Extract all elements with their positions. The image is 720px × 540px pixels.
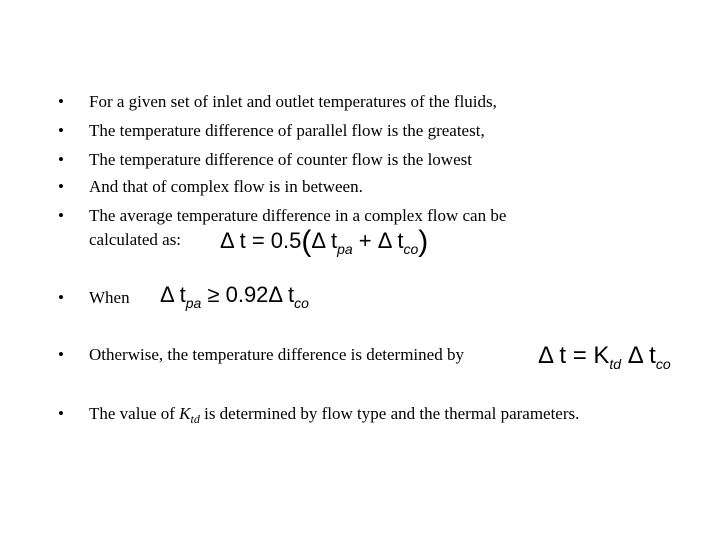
bullet-text-1: For a given set of inlet and outlet temperatures of the fluids, <box>89 92 497 111</box>
formula-average-sub-pa: pa <box>337 241 353 257</box>
formula-average-plus: + Δ t <box>352 228 404 253</box>
formula-condition-sub-co: co <box>294 295 309 311</box>
bullet-marker: • <box>58 345 64 364</box>
bullet-text-2: The temperature difference of parallel flow is the greatest, <box>89 121 485 140</box>
bullet-marker: • <box>58 92 64 111</box>
formula-condition <box>160 282 309 316</box>
formula-condition-dt: Δ t <box>160 282 186 307</box>
bullet-text-last <box>89 404 579 429</box>
bullet-marker: • <box>58 177 64 196</box>
formula-average <box>220 225 429 262</box>
formula-k-dt: Δ t <box>621 342 656 369</box>
bullet-marker: • <box>58 404 64 423</box>
formula-average-sub-co: co <box>403 241 419 257</box>
formula-average-dt: Δ t <box>311 228 338 253</box>
k-symbol-sub: td <box>190 412 200 426</box>
formula-condition-rhs: ≥ 0.92Δ t <box>201 282 295 307</box>
k-symbol: K <box>179 404 191 423</box>
bullet-marker: • <box>58 288 64 307</box>
formula-average-close-paren: ) <box>418 225 429 258</box>
formula-k-lhs: Δ t = K <box>538 342 610 369</box>
bullet-text-5: The average temperature difference in a complex flow can be <box>89 206 507 225</box>
bullet-marker: • <box>58 150 64 169</box>
formula-k <box>538 343 671 377</box>
formula-average-lhs: Δ t = 0.5 <box>220 228 302 253</box>
formula-k-sub-co: co <box>655 356 671 372</box>
bullet-marker: • <box>58 206 64 225</box>
bullet-text-5-continued: calculated as: <box>89 230 182 249</box>
bullet-text-3: The temperature difference of counter flow is the lowest <box>89 150 472 169</box>
bullet-text-last-start: The value of <box>89 404 175 423</box>
bullet-text-otherwise: Otherwise, the temperature difference is determined by <box>89 345 464 364</box>
formula-condition-sub-pa: pa <box>185 295 202 311</box>
formula-average-open-paren: ( <box>301 225 312 258</box>
formula-k-sub-td: td <box>609 356 622 372</box>
bullet-text-last-end: is determined by flow type and the thermal parameters. <box>204 404 580 423</box>
bullet-text-when: When <box>89 288 130 307</box>
bullet-marker: • <box>58 121 64 140</box>
bullet-text-4: And that of complex flow is in between. <box>89 177 363 196</box>
